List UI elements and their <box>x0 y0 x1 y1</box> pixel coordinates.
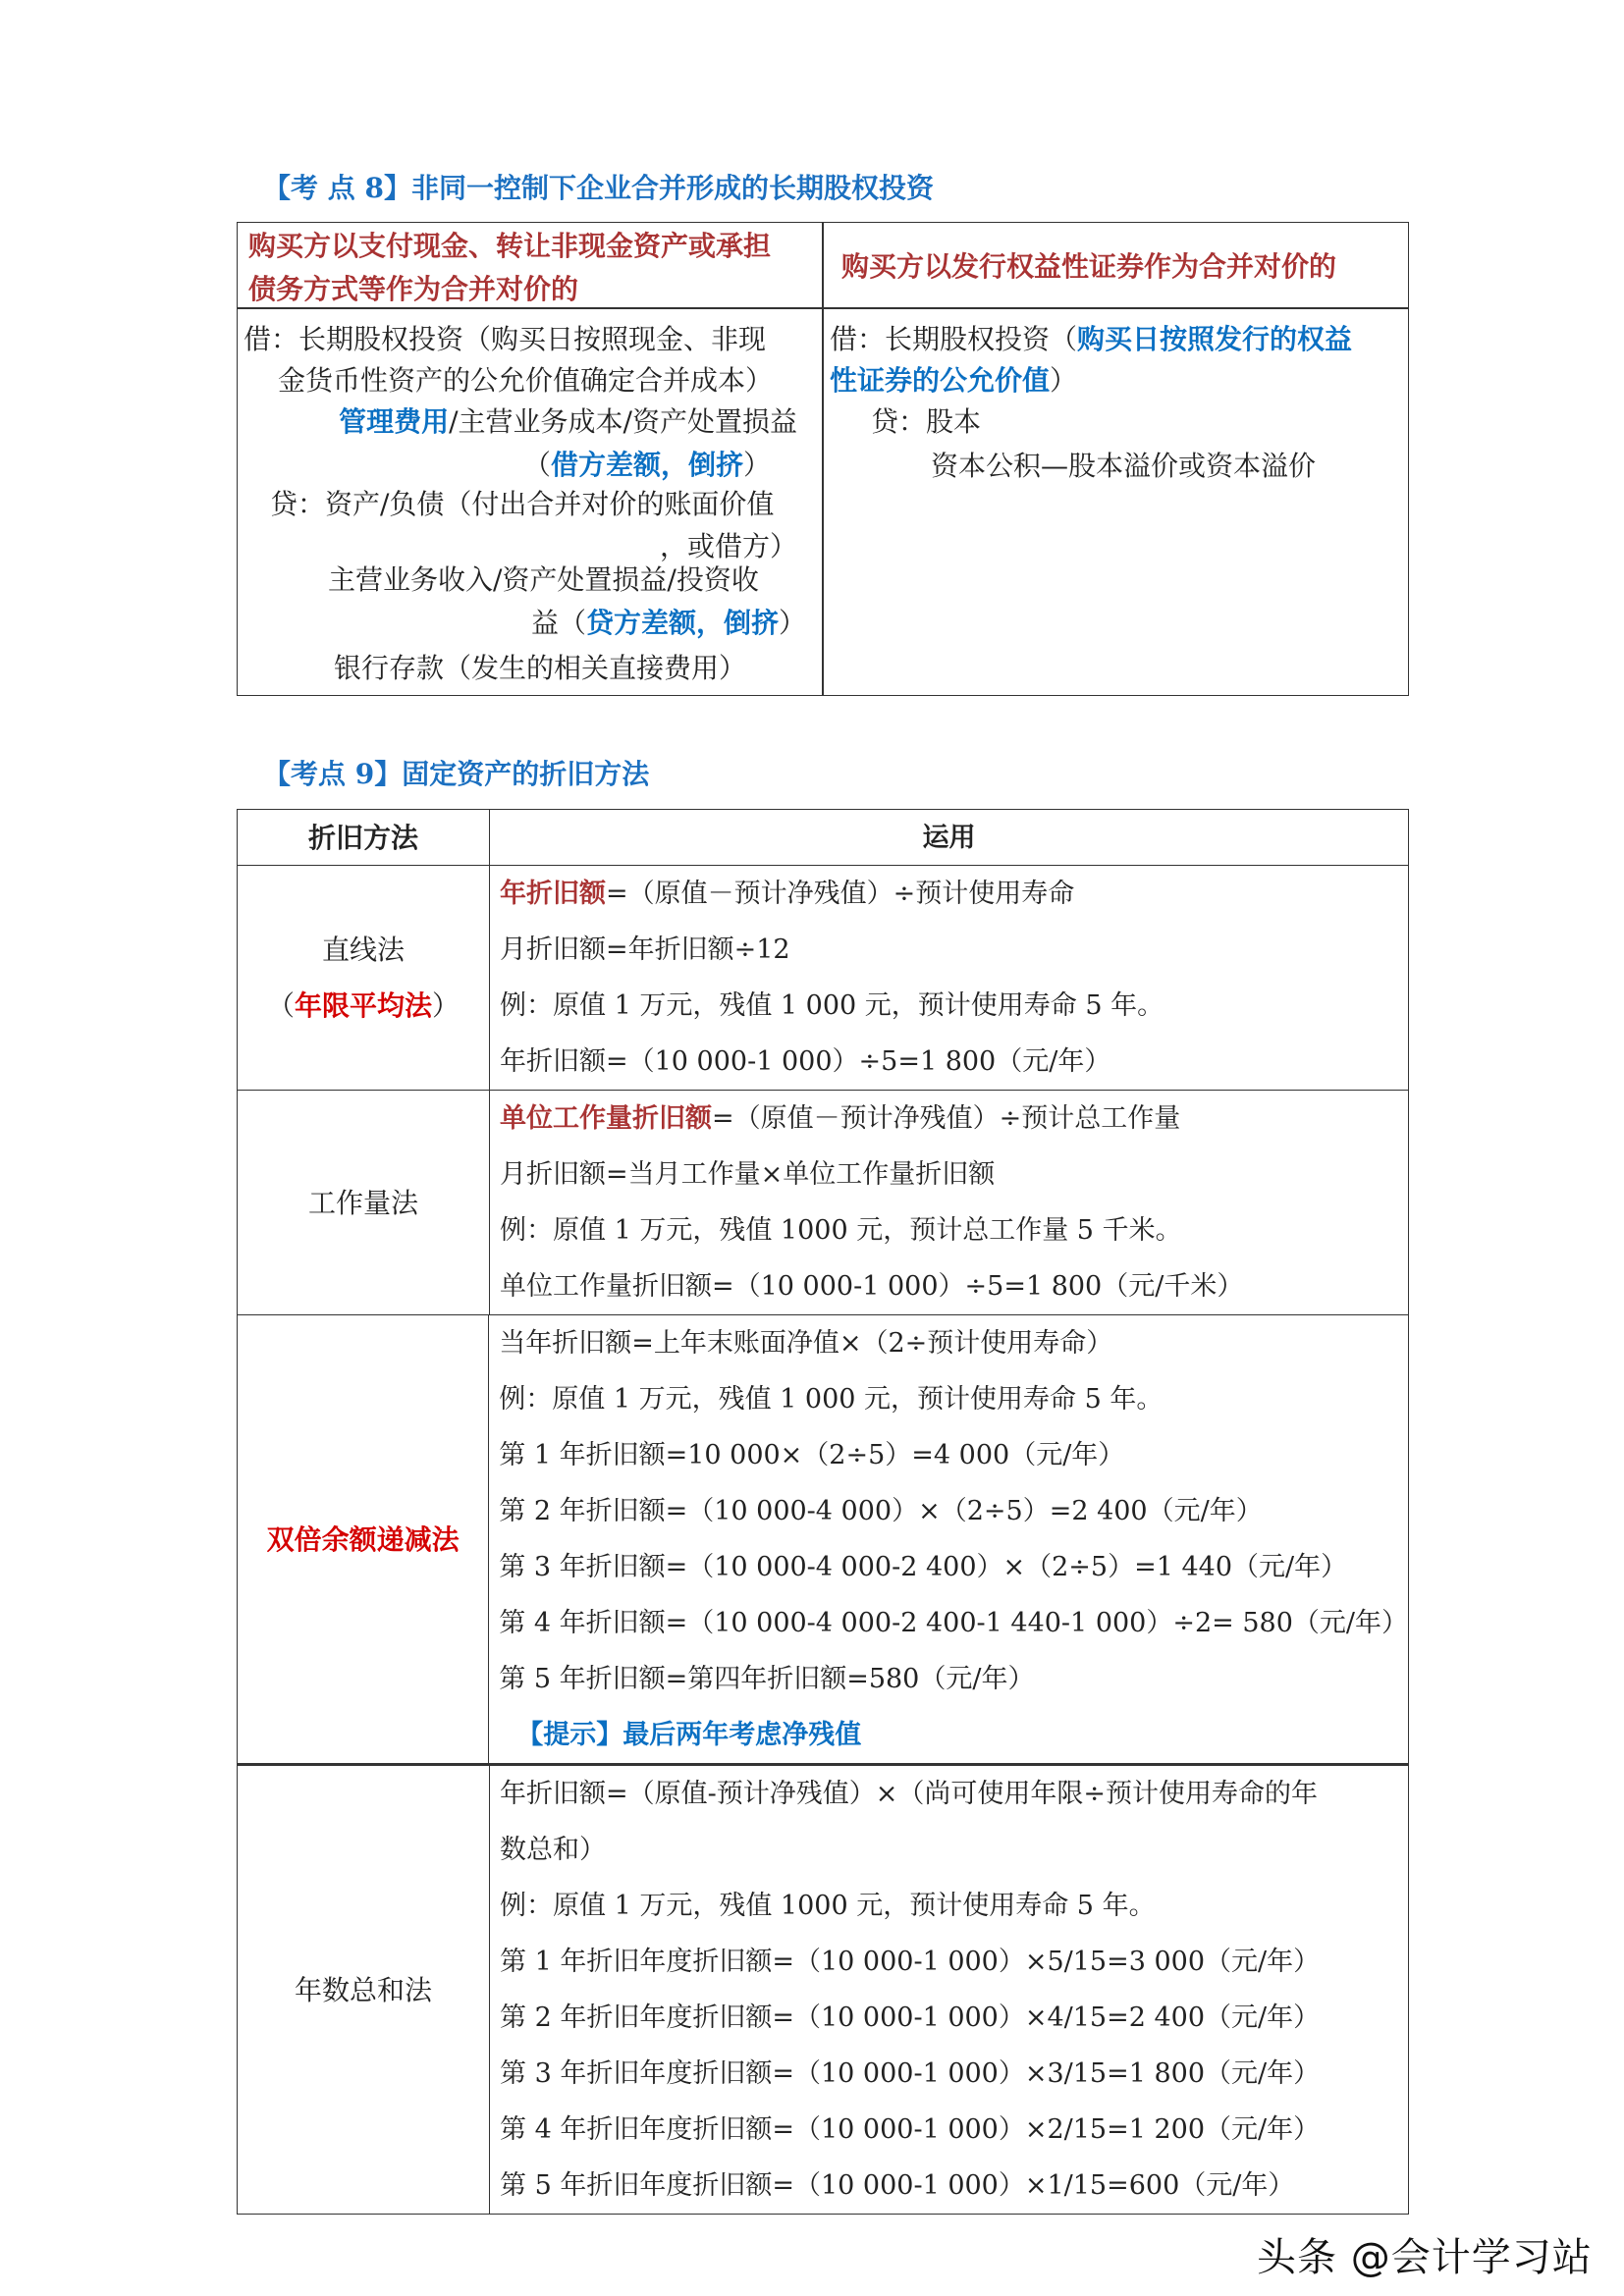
highlighted-text: 管理费用 <box>339 405 450 438</box>
text-line <box>295 1962 432 2018</box>
text-segment: 年数总和法 <box>294 1973 432 2006</box>
text-segment: 第 4 年折旧年度折旧额=（10 000-1 000）×2/15=1 200（元/年） <box>500 2114 1321 2145</box>
text-segment: 银行存款（发生的相关直接费用） <box>334 652 747 684</box>
text-line <box>499 1539 1408 1595</box>
text-line <box>322 922 405 978</box>
text-segment: 第 1 年折旧额=10 000×（2÷5）=4 000（元/年） <box>499 1440 1125 1470</box>
depreciation-methods-table <box>237 809 1409 2215</box>
text-segment: 第 3 年折旧年度折旧额=（10 000-1 000）×3/15=1 800（元/年） <box>500 2058 1321 2089</box>
usage-cell <box>490 1091 1408 1314</box>
text-line <box>270 485 774 524</box>
text-segment: 主营业务收入/资产处置损益/投资收 <box>328 563 759 596</box>
text-line <box>499 1315 1408 1371</box>
method-name-cell <box>238 1766 490 2214</box>
header-left-line: 购买方以支付现金、转让非现金资产或承担 <box>248 230 772 262</box>
text-line <box>500 1091 1408 1147</box>
text-segment: =（原值－预计净残值）÷预计总工作量 <box>712 1103 1181 1134</box>
method-name-cell <box>238 866 490 1090</box>
highlighted-text: 年折旧额 <box>500 879 606 909</box>
text-line <box>499 1595 1408 1651</box>
text-line <box>499 1483 1408 1539</box>
text-line <box>278 361 773 400</box>
text-segment: ） <box>778 607 806 639</box>
text-line <box>500 978 1408 1034</box>
text-segment: 第 1 年折旧年度折旧额=（10 000-1 000）×5/15=3 000（元/年） <box>500 1947 1321 1977</box>
text-line <box>499 1371 1408 1427</box>
text-line <box>500 1822 1408 1878</box>
text-line <box>499 1651 1408 1707</box>
text-line <box>328 561 759 600</box>
column-header-method: 折旧方法 <box>238 810 490 865</box>
text-segment: 借：长期股权投资（ <box>830 323 1078 355</box>
text-line <box>267 1512 460 1568</box>
highlighted-text: 【提示】最后两年考虑净残值 <box>516 1720 862 1750</box>
section-9-title: 【考点 9】固定资产的折旧方法 <box>263 758 650 790</box>
text-line <box>499 1707 1408 1763</box>
text-line <box>500 2046 1408 2102</box>
text-segment: 第 3 年折旧额=（10 000-4 000-2 400）×（2÷5）=1 440（元/年） <box>499 1552 1348 1582</box>
text-segment: （ <box>266 989 295 1022</box>
text-line <box>500 1766 1408 1822</box>
text-segment: 月折旧额=年折旧额÷12 <box>500 934 790 965</box>
header-cash-consideration <box>248 225 771 311</box>
text-segment: 例：原值 1 万元，残值 1 000 元，预计使用寿命 5 年。 <box>500 990 1164 1021</box>
text-segment: =（原值－预计净残值）÷预计使用寿命 <box>606 879 1075 909</box>
text-line <box>500 1034 1408 1090</box>
text-segment: 第 5 年折旧额=第四年折旧额=580（元/年） <box>499 1664 1035 1694</box>
text-segment: 资本公积—股本溢价或资本溢价 <box>931 450 1317 482</box>
header-equity-consideration: 购买方以发行权益性证券作为合并对价的 <box>841 250 1337 283</box>
text-segment: /主营业务成本/资产处置损益 <box>449 405 797 438</box>
text-line <box>500 2102 1408 2158</box>
method-name-cell <box>238 1091 490 1314</box>
text-segment: ） <box>1050 364 1078 397</box>
table-row <box>238 1314 1408 1763</box>
highlighted-text: 单位工作量折旧额 <box>500 1103 712 1134</box>
usage-cell <box>490 866 1408 1090</box>
section-8-title: 【考 点 8】非同一控制下企业合并形成的长期股权投资 <box>263 172 934 204</box>
text-line <box>500 1202 1408 1258</box>
text-segment: ，或借方） <box>659 530 797 562</box>
text-line <box>931 447 1316 486</box>
text-segment: 第 2 年折旧年度折旧额=（10 000-1 000）×4/15=2 400（元/年） <box>500 2002 1321 2033</box>
text-segment: 单位工作量折旧额=（10 000-1 000）÷5=1 800（元/千米） <box>500 1271 1244 1302</box>
text-segment: 例：原值 1 万元，残值 1 000 元，预计使用寿命 5 年。 <box>499 1384 1164 1415</box>
text-segment: 金货币性资产的公允价值确定合并成本） <box>278 364 774 397</box>
text-segment: 贷：股本 <box>871 405 982 438</box>
table-row <box>238 1763 1408 2214</box>
text-segment: 工作量法 <box>307 1186 418 1219</box>
text-line <box>308 1175 418 1231</box>
text-segment: 第 2 年折旧额=（10 000-4 000）×（2÷5）=2 400（元/年） <box>499 1496 1263 1526</box>
text-line <box>523 446 771 485</box>
text-segment: 借：长期股权投资（购买日按照现金、非现 <box>244 323 767 355</box>
text-line <box>334 649 746 688</box>
text-segment: 当年折旧额=上年末账面净值×（2÷预计使用寿命） <box>499 1328 1113 1359</box>
text-segment: 年折旧额=（10 000-1 000）÷5=1 800（元/年） <box>500 1046 1111 1077</box>
highlighted-text: 性证券的公允价值 <box>830 364 1051 397</box>
text-line <box>339 402 797 442</box>
text-segment: 第 5 年折旧年度折旧额=（10 000-1 000）×1/15=600（元/年） <box>500 2170 1295 2201</box>
text-segment: 第 4 年折旧额=（10 000-4 000-2 400-1 440-1 000）÷2= 580（元/年） <box>499 1608 1408 1638</box>
highlighted-text: 年限平均法 <box>294 989 432 1022</box>
text-segment: 直线法 <box>321 934 405 966</box>
text-line <box>500 1878 1408 1934</box>
usage-cell <box>489 1315 1408 1763</box>
text-line <box>500 2158 1408 2214</box>
highlighted-text: 购买日按照发行的权益 <box>1077 323 1353 355</box>
text-line <box>830 361 1077 400</box>
text-line <box>500 1258 1408 1314</box>
text-line <box>267 978 460 1034</box>
text-line <box>531 604 806 643</box>
text-line <box>500 1147 1408 1202</box>
text-segment: 贷：资产/负债（付出合并对价的账面价值 <box>270 488 775 520</box>
text-segment: 年折旧额=（原值-预计净残值）×（尚可使用年限÷预计使用寿命的年 <box>500 1779 1318 1809</box>
text-segment: 例：原值 1 万元，残值 1000 元，预计使用寿命 5 年。 <box>500 1891 1156 1921</box>
text-segment: ） <box>742 449 771 481</box>
method-name-cell <box>238 1315 489 1763</box>
highlighted-text: 贷方差额，倒挤 <box>585 607 779 639</box>
highlighted-text: 双倍余额递减法 <box>266 1522 460 1556</box>
text-line <box>500 922 1408 978</box>
table-row <box>238 865 1408 1090</box>
table-row <box>238 1090 1408 1314</box>
text-line <box>244 320 766 359</box>
text-line <box>830 320 1352 359</box>
text-line <box>500 1934 1408 1990</box>
text-segment: ） <box>432 989 460 1022</box>
text-segment: （ <box>522 449 551 481</box>
text-line <box>500 866 1408 922</box>
text-segment: 例：原值 1 万元，残值 1000 元，预计总工作量 5 千米。 <box>500 1215 1182 1246</box>
text-line <box>871 402 981 442</box>
table-header-row <box>238 810 1408 865</box>
header-left-line: 债务方式等作为合并对价的 <box>248 273 579 305</box>
text-line <box>499 1427 1408 1483</box>
column-header-usage: 运用 <box>922 822 976 853</box>
column-divider <box>822 222 824 696</box>
text-segment: 月折旧额=当月工作量×单位工作量折旧额 <box>500 1159 996 1190</box>
text-segment: 益（ <box>530 607 586 639</box>
usage-cell <box>490 1766 1408 2214</box>
text-line <box>500 1990 1408 2046</box>
highlighted-text: 借方差额，倒挤 <box>550 449 743 481</box>
watermark: 头条 @会计学习站 <box>1257 2235 1593 2280</box>
text-segment: 数总和） <box>500 1835 606 1865</box>
